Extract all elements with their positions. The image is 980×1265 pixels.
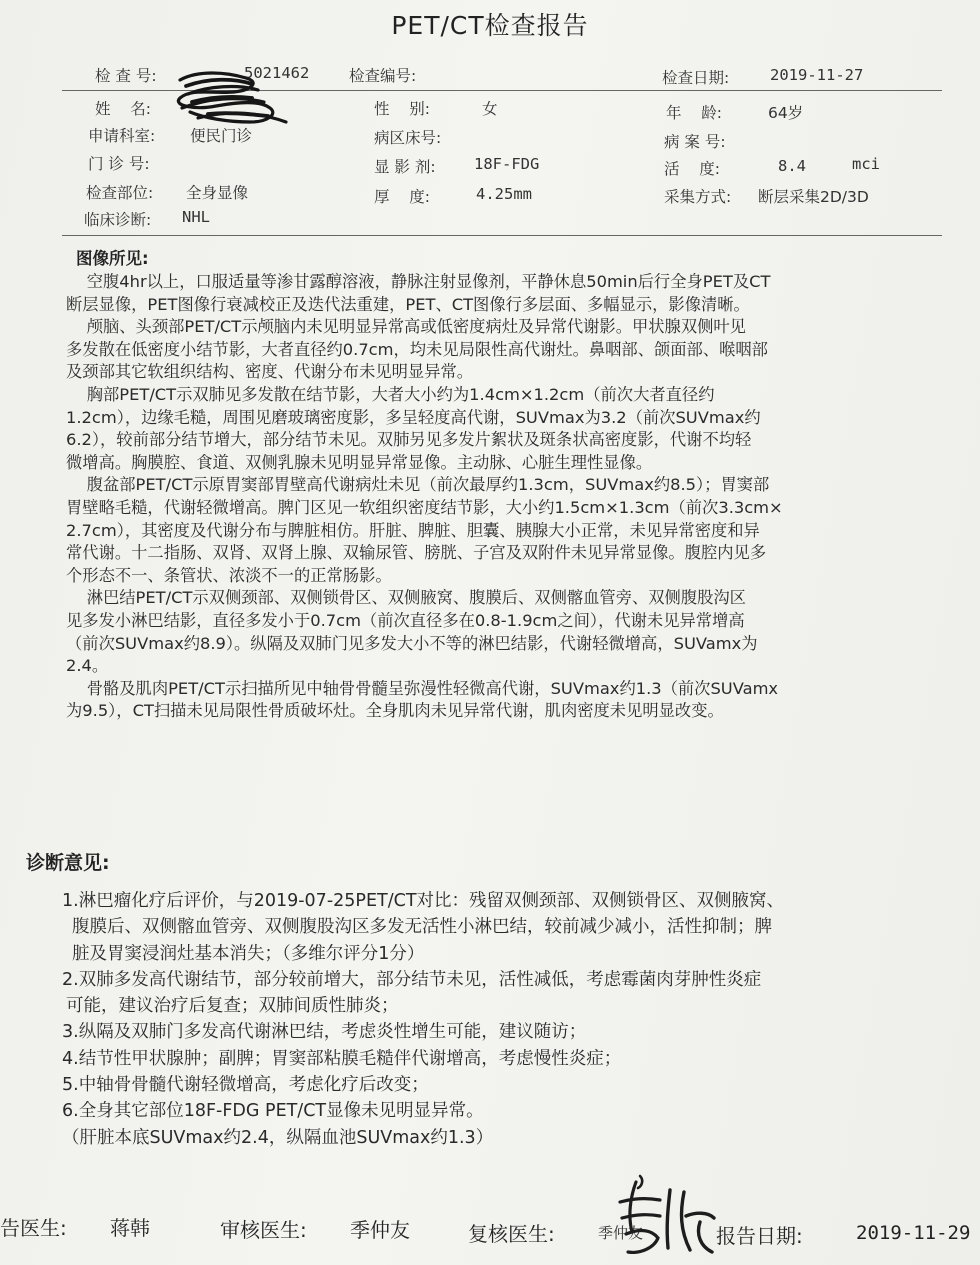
age-label: 年 龄: bbox=[666, 104, 722, 122]
findings-line: 断层显像，PET图像行衰减校正及迭代法重建，PET、CT图像行多层面、多幅显示，影像清晰。 bbox=[66, 294, 750, 314]
findings-line: 2.7cm），其密度及代谢分布与脾脏相仿。肝脏、脾脏、胆囊、胰腺大小正常，未见异常密度和异 bbox=[66, 520, 760, 540]
diagnosis-line: 脏及胃窦浸润灶基本消失；（多维尔评分1分） bbox=[72, 943, 425, 964]
dept-label: 申请科室: bbox=[88, 127, 156, 145]
findings-line: 1.2cm），边缘毛糙，周围见磨玻璃密度影，多呈轻度高代谢，SUVmax为3.2（前次SUVmax约 bbox=[66, 407, 761, 427]
report-date-value: 2019-11-29 bbox=[856, 1222, 971, 1244]
ward-label: 病区床号: bbox=[374, 129, 442, 147]
activity-label: 活 度: bbox=[664, 160, 720, 178]
exam-date-label: 检查日期: bbox=[662, 69, 730, 87]
findings-title: 图像所见: bbox=[76, 249, 149, 268]
diagnosis-line: （肝脏本底SUVmax约2.4，纵隔血池SUVmax约1.3） bbox=[62, 1127, 494, 1148]
findings-line: （前次SUVmax约8.9）。纵隔及双肺门见多发大小不等的淋巴结影，代谢轻微增高，SUVamx为 bbox=[66, 633, 758, 653]
name-label: 姓 名: bbox=[95, 100, 151, 118]
findings-line: 胃壁略毛糙，代谢轻微增高。脾门区见一软组织密度结节影，大小约1.5cm×1.3cm（前次3.3cm× bbox=[66, 497, 783, 517]
handwritten-signature bbox=[600, 1172, 730, 1264]
diagnosis-title: 诊断意见: bbox=[26, 852, 110, 874]
diagnosis-body bbox=[62, 888, 784, 1151]
reporter-value: 蒋韩 bbox=[110, 1216, 150, 1240]
diagnosis-line: 5.中轴骨骨髓代谢轻微增高，考虑化疗后改变； bbox=[62, 1075, 429, 1096]
reporter-label: 告医生: bbox=[0, 1216, 67, 1240]
mode-value: 断层采集2D/3D bbox=[758, 188, 869, 206]
findings-line: 见多发小淋巴结影，直径多发小于0.7cm（前次直径多在0.8-1.9cm之间），代谢未见异常增高 bbox=[66, 610, 745, 630]
header-bottom-rule bbox=[62, 235, 942, 236]
findings-line: 多发散在低密度小结节影，大者直径约0.7cm，均未见局限性高代谢灶。鼻咽部、颌面部、喉咽部 bbox=[66, 339, 768, 359]
diagnosis-line: 2.双肺多发高代谢结节，部分较前增大，部分结节未见，活性减低，考虑霉菌肉芽肿性炎症 bbox=[62, 969, 762, 990]
clin-dx-value: NHL bbox=[182, 208, 210, 226]
findings-line: 微增高。胸膜腔、食道、双侧乳腺未见明显异常显像。主动脉、心脏生理性显像。 bbox=[66, 452, 653, 472]
part-label: 检查部位: bbox=[86, 184, 154, 202]
auditor-label: 审核医生: bbox=[220, 1218, 307, 1242]
findings-body bbox=[66, 271, 783, 723]
auditor-value: 季仲友 bbox=[350, 1218, 410, 1242]
exam-no-value: 5021462 bbox=[244, 64, 310, 82]
findings-line: 骨骼及肌肉PET/CT示扫描所见中轴骨骨髓呈弥漫性轻微高代谢，SUVmax约1.3（前次SUVamx bbox=[66, 678, 779, 698]
findings-line: 为9.5），CT扫描未见局限性骨质破坏灶。全身肌肉未见异常代谢，肌肉密度未见明显改变。 bbox=[66, 701, 724, 721]
findings-line: 个形态不一、条管状、浓淡不一的正常肠影。 bbox=[66, 565, 392, 585]
activity-value: 8.4 bbox=[778, 157, 806, 175]
findings-line: 6.2），较前部分结节增大，部分结节未见。双肺另见多发片絮状及斑条状高密度影，代谢不均轻 bbox=[66, 430, 752, 450]
reviewer-label: 复核医生: bbox=[468, 1222, 555, 1246]
diagnosis-line: 3.纵隔及双肺门多发高代谢淋巴结，考虑炎性增生可能，建议随访； bbox=[62, 1022, 587, 1043]
exam-date-value: 2019-11-27 bbox=[770, 66, 864, 84]
findings-line: 常代谢。十二指肠、双肾、双肾上腺、双输尿管、膀胱、子宫及双附件未见异常显像。腹腔内见多 bbox=[66, 543, 767, 563]
diagnosis-line: 腹膜后、双侧髂血管旁、双侧腹股沟区多发无活性小淋巴结，较前减少减小，活性抑制；脾 bbox=[72, 917, 772, 938]
sex-label: 性 别: bbox=[374, 100, 430, 118]
findings-line: 胸部PET/CT示双肺见多发散在结节影，大者大小约为1.4cm×1.2cm（前次大者直径约 bbox=[66, 384, 715, 404]
agent-label: 显 影 剂: bbox=[374, 158, 436, 176]
diagnosis-line: 6.全身其它部位18F-FDG PET/CT显像未见明显异常。 bbox=[62, 1101, 484, 1122]
exam-code-label: 检查编号: bbox=[349, 67, 417, 85]
findings-line: 及颈部其它软组织结构、密度、代谢分布未见明显异常。 bbox=[66, 362, 474, 382]
clin-dx-label: 临床诊断: bbox=[84, 211, 152, 229]
diagnosis-line: 4.结节性甲状腺肿；副脾；胃窦部粘膜毛糙伴代谢增高，考虑慢性炎症； bbox=[62, 1048, 622, 1069]
report-title: PET/CT检查报告 bbox=[391, 11, 589, 40]
agent-value: 18F-FDG bbox=[474, 155, 540, 173]
redaction-scribble bbox=[168, 68, 298, 132]
findings-line: 空腹4hr以上，口服适量等渗甘露醇溶液，静脉注射显像剂，平静休息50min后行全身PET及CT bbox=[66, 272, 771, 291]
diagnosis-line: 可能，建议治疗后复查；双肺间质性肺炎； bbox=[66, 996, 399, 1017]
findings-line: 腹盆部PET/CT示原胃窦部胃壁高代谢病灶未见（前次最厚约1.3cm，SUVmax约8.5）；胃窦部 bbox=[66, 475, 770, 495]
sex-value: 女 bbox=[482, 100, 498, 118]
case-label: 病 案 号: bbox=[664, 133, 726, 151]
findings-line: 淋巴结PET/CT示双侧颈部、双侧锁骨区、双侧腋窝、腹膜后、双侧髂血管旁、双侧腹股沟区 bbox=[66, 588, 746, 608]
findings-line: 颅脑、头颈部PET/CT示颅脑内未见明显异常高或低密度病灶及异常代谢影。甲状腺双侧叶见 bbox=[66, 317, 746, 337]
mode-label: 采集方式: bbox=[664, 188, 732, 206]
activity-unit: mci bbox=[852, 155, 880, 173]
clinic-label: 门 诊 号: bbox=[88, 155, 150, 173]
part-value: 全身显像 bbox=[186, 184, 249, 202]
thickness-label: 厚 度: bbox=[374, 188, 430, 206]
thickness-value: 4.25mm bbox=[476, 185, 532, 203]
age-value: 64岁 bbox=[768, 104, 804, 122]
exam-no-label: 检 查 号: bbox=[95, 67, 157, 85]
dept-value: 便民门诊 bbox=[190, 127, 253, 145]
report-date-label: 报告日期: bbox=[716, 1224, 803, 1248]
reviewer-value: 季仲友 bbox=[598, 1224, 644, 1242]
diagnosis-line: 1.淋巴瘤化疗后评价，与2019-07-25PET/CT对比：残留双侧颈部、双侧锁骨区、双侧腋窝、 bbox=[62, 891, 785, 911]
findings-line: 2.4。 bbox=[66, 656, 109, 676]
